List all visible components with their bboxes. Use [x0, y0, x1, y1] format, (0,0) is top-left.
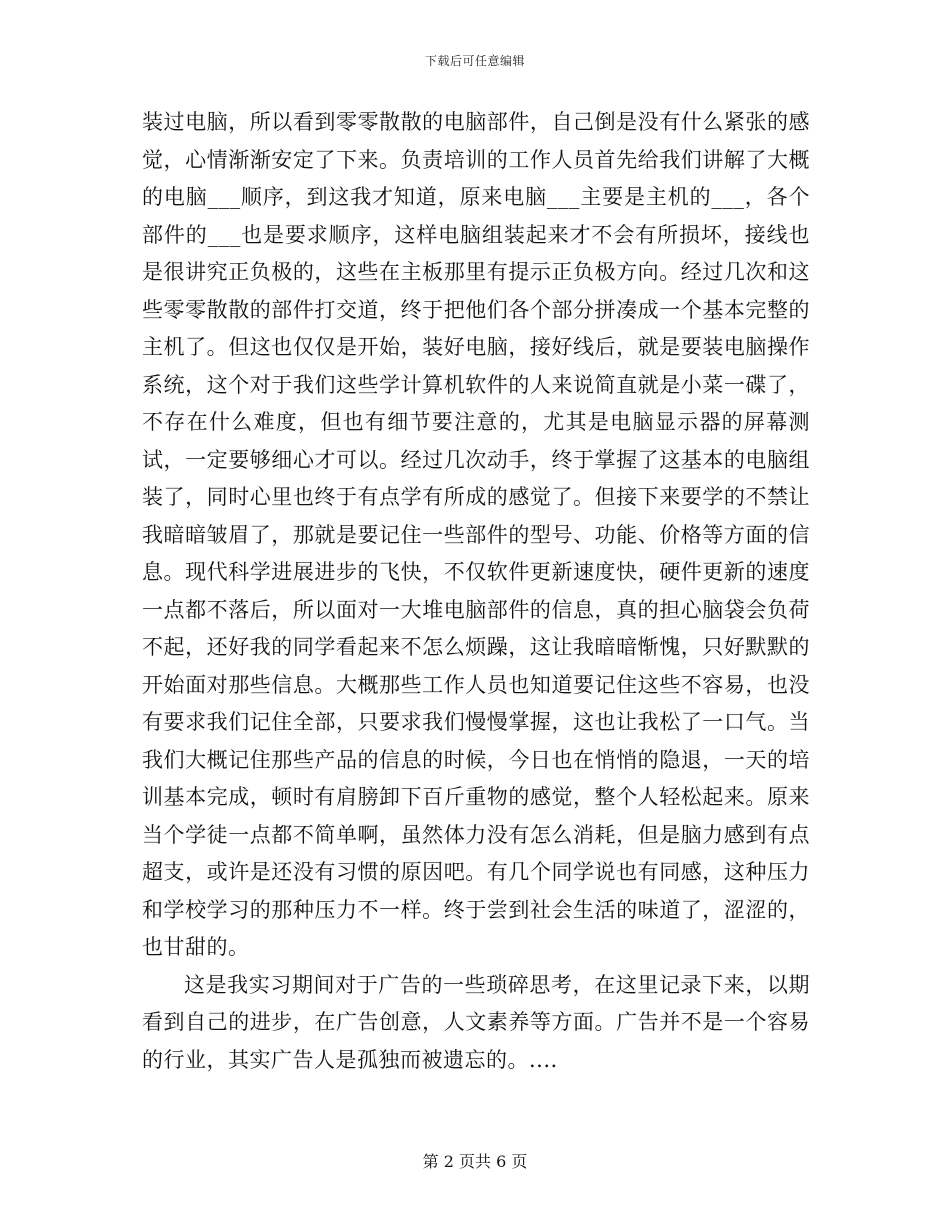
body-paragraph-continued: 装过电脑，所以看到零零散散的电脑部件，自己倒是没有什么紧张的感觉，心情渐渐安定了下来。负责培训的工作人员首先给我们讲解了大概的电脑___顺序，到这我才知道，原来电脑___主要是主机的___，各个部件的___也是要求顺序，这样电脑组装起来才不会有所损坏，接线也是很讲究正负极的，这些在主板那里有提示正负极方向。经过几次和这些零零散散的部件打交道，终于把他们各个部分拼凑成一个基本完整的主机了。但这也仅仅是开始，装好电脑，接好线后，就是要装电脑操作系统，这个对于我们这些学计算机软件的人来说简直就是小菜一碟了，不存在什么难度，但也有细节要注意的，尤其是电脑显示器的屏幕测试，一定要够细心才可以。经过几次动手，终于掌握了这基本的电脑组装了，同时心里也终于有点学有所成的感觉了。但接下来要学的不禁让我暗暗皱眉了，那就是要记住一些部件的型号、功能、价格等方面的信息。现代科学进展进步的飞快，不仅软件更新速度快，硬件更新的速度一点都不落后，所以面对一大堆电脑部件的信息，真的担心脑袋会负荷不起，还好我的同学看起来不怎么烦躁，这让我暗暗惭愧，只好默默的开始面对那些信息。大概那些工作人员也知道要记住这些不容易，也没有要求我们记住全部，只要求我们慢慢掌握，这也让我松了一口气。当我们大概记住那些产品的信息的时候，今日也在悄悄的隐退，一天的培训基本完成，顿时有肩膀卸下百斤重物的感觉，整个人轻松起来。原来当个学徒一点都不简单啊，虽然体力没有怎么消耗，但是脑力感到有点超支，或许是还没有习惯的原因吧。有几个同学说也有同感，这种压力和学校学习的那种压力不一样。终于尝到社会生活的味道了，涩涩的，也甘甜的。 — [142, 110, 810, 959]
page-number: 第 2 页共 6 页 — [422, 1152, 528, 1171]
document-body — [142, 104, 810, 1079]
body-paragraph: 这是我实习期间对于广告的一些琐碎思考，在这里记录下来，以期看到自己的进步，在广告创意，人文素养等方面。广告并不是一个容易的行业，其实广告人是孤独而被遗忘的。.... — [142, 972, 810, 1072]
page-header: 下载后可任意编辑 — [424, 54, 525, 68]
